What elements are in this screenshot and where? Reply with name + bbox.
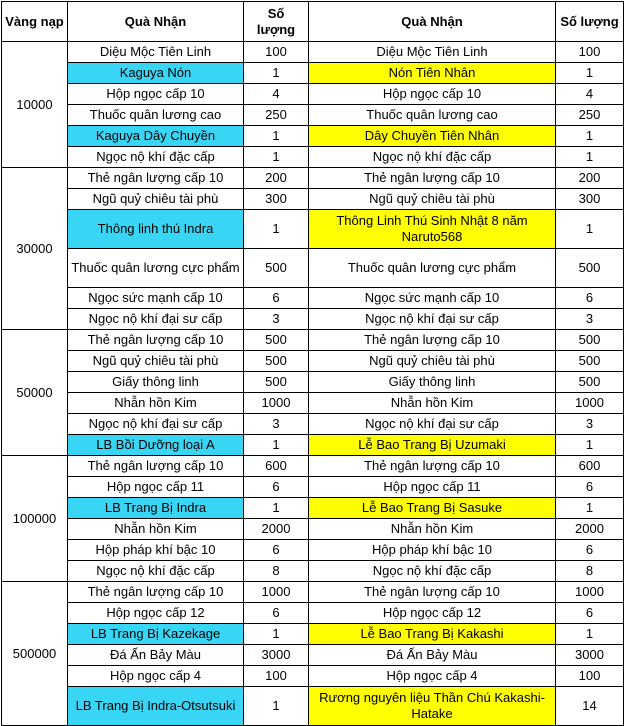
gift-left-cell: LB Bồi Dưỡng loại A <box>68 435 244 456</box>
table-row <box>2 210 624 249</box>
tier-amount: 500000 <box>2 582 68 726</box>
gift-right-cell: Hộp ngọc cấp 10 <box>309 84 556 105</box>
qty-left-cell: 1 <box>244 498 309 519</box>
gift-left-cell: LB Trang Bị Indra-Otsutsuki <box>68 687 244 726</box>
qty-right-cell: 1 <box>556 147 624 168</box>
tier-amount: 10000 <box>2 42 68 168</box>
table-row <box>2 393 624 414</box>
qty-right-cell: 500 <box>556 249 624 288</box>
header-qty-right: Số lượng <box>556 2 624 42</box>
table-row <box>2 540 624 561</box>
qty-left-cell: 3000 <box>244 645 309 666</box>
tier-amount: 50000 <box>2 330 68 456</box>
table-row <box>2 351 624 372</box>
header-tier: Vàng nạp <box>2 2 68 42</box>
table-row <box>2 147 624 168</box>
rewards-table <box>1 1 624 726</box>
gift-right-cell: Lễ Bao Trang Bị Sasuke <box>309 498 556 519</box>
qty-left-cell: 300 <box>244 189 309 210</box>
gift-left-cell: Ngọc nộ khí đại sư cấp <box>68 309 244 330</box>
qty-right-cell: 1 <box>556 63 624 84</box>
table-row <box>2 519 624 540</box>
table-row <box>2 84 624 105</box>
table-row <box>2 330 624 351</box>
qty-left-cell: 500 <box>244 330 309 351</box>
header-gift-right: Quà Nhận <box>309 2 556 42</box>
gift-left-cell: Thẻ ngân lượng cấp 10 <box>68 582 244 603</box>
gift-left-cell: Ngọc nộ khí đặc cấp <box>68 147 244 168</box>
table-row <box>2 105 624 126</box>
header-qty-left: Số lượng <box>244 2 309 42</box>
qty-right-cell: 500 <box>556 330 624 351</box>
qty-right-cell: 6 <box>556 603 624 624</box>
table-row <box>2 372 624 393</box>
gift-right-cell: Rương nguyên liệu Thần Chú Kakashi-Hatake <box>309 687 556 726</box>
gift-right-cell: Ngọc nộ khí đại sư cấp <box>309 414 556 435</box>
qty-left-cell: 1 <box>244 624 309 645</box>
qty-right-cell: 2000 <box>556 519 624 540</box>
gift-right-cell: Thẻ ngân lượng cấp 10 <box>309 330 556 351</box>
table-body <box>2 42 624 726</box>
gift-left-cell: Thẻ ngân lượng cấp 10 <box>68 456 244 477</box>
gift-right-cell: Lễ Bao Trang Bị Kakashi <box>309 624 556 645</box>
qty-left-cell: 8 <box>244 561 309 582</box>
table-row <box>2 189 624 210</box>
qty-right-cell: 1 <box>556 435 624 456</box>
gift-left-cell: Hộp ngọc cấp 11 <box>68 477 244 498</box>
gift-left-cell: Hộp pháp khí bậc 10 <box>68 540 244 561</box>
gift-left-cell: LB Trang Bị Kazekage <box>68 624 244 645</box>
qty-left-cell: 1000 <box>244 582 309 603</box>
qty-left-cell: 1000 <box>244 393 309 414</box>
table-row <box>2 645 624 666</box>
gift-right-cell: Nhẫn hồn Kim <box>309 519 556 540</box>
gift-left-cell: Ngũ quỷ chiêu tài phù <box>68 189 244 210</box>
header-gift-left: Quà Nhận <box>68 2 244 42</box>
qty-right-cell: 600 <box>556 456 624 477</box>
gift-right-cell: Thông Linh Thú Sinh Nhật 8 năm Naruto568 <box>309 210 556 249</box>
tier-amount: 30000 <box>2 168 68 330</box>
qty-left-cell: 6 <box>244 603 309 624</box>
qty-left-cell: 500 <box>244 351 309 372</box>
table-row <box>2 63 624 84</box>
qty-left-cell: 100 <box>244 42 309 63</box>
gift-right-cell: Ngũ quỷ chiêu tài phù <box>309 351 556 372</box>
gift-right-cell: Hộp pháp khí bậc 10 <box>309 540 556 561</box>
gift-right-cell: Đá Ấn Bảy Màu <box>309 645 556 666</box>
gift-left-cell: Nhẫn hồn Kim <box>68 393 244 414</box>
gift-right-cell: Thuốc quân lương cực phẩm <box>309 249 556 288</box>
qty-right-cell: 500 <box>556 372 624 393</box>
qty-right-cell: 3 <box>556 414 624 435</box>
qty-left-cell: 1 <box>244 147 309 168</box>
gift-left-cell: Kaguya Nón <box>68 63 244 84</box>
qty-left-cell: 250 <box>244 105 309 126</box>
qty-right-cell: 6 <box>556 540 624 561</box>
qty-right-cell: 300 <box>556 189 624 210</box>
gift-left-cell: Nhẫn hồn Kim <box>68 519 244 540</box>
qty-right-cell: 100 <box>556 666 624 687</box>
gift-left-cell: LB Trang Bị Indra <box>68 498 244 519</box>
header-row <box>2 2 624 42</box>
qty-right-cell: 6 <box>556 288 624 309</box>
qty-left-cell: 3 <box>244 414 309 435</box>
table-row <box>2 288 624 309</box>
qty-right-cell: 100 <box>556 42 624 63</box>
qty-right-cell: 14 <box>556 687 624 726</box>
qty-left-cell: 1 <box>244 63 309 84</box>
table-row <box>2 561 624 582</box>
qty-left-cell: 100 <box>244 666 309 687</box>
gift-right-cell: Lễ Bao Trang Bị Uzumaki <box>309 435 556 456</box>
gift-left-cell: Ngũ quỷ chiêu tài phù <box>68 351 244 372</box>
gift-right-cell: Thẻ ngân lượng cấp 10 <box>309 456 556 477</box>
table-row <box>2 603 624 624</box>
gift-right-cell: Thuốc quân lương cao <box>309 105 556 126</box>
table-row <box>2 666 624 687</box>
qty-right-cell: 500 <box>556 351 624 372</box>
qty-left-cell: 600 <box>244 456 309 477</box>
table-row <box>2 624 624 645</box>
gift-left-cell: Thẻ ngân lượng cấp 10 <box>68 168 244 189</box>
gift-left-cell: Hộp ngọc cấp 12 <box>68 603 244 624</box>
qty-left-cell: 6 <box>244 288 309 309</box>
table-row <box>2 456 624 477</box>
qty-left-cell: 500 <box>244 372 309 393</box>
gift-left-cell: Hộp ngọc cấp 4 <box>68 666 244 687</box>
qty-right-cell: 1 <box>556 498 624 519</box>
table-row <box>2 477 624 498</box>
qty-right-cell: 3000 <box>556 645 624 666</box>
gift-right-cell: Ngũ quỷ chiêu tài phù <box>309 189 556 210</box>
gift-right-cell: Nhẫn hồn Kim <box>309 393 556 414</box>
gift-left-cell: Đá Ấn Bảy Màu <box>68 645 244 666</box>
gift-left-cell: Thuốc quân lương cao <box>68 105 244 126</box>
table-row <box>2 42 624 63</box>
qty-left-cell: 1 <box>244 435 309 456</box>
gift-right-cell: Ngọc sức mạnh cấp 10 <box>309 288 556 309</box>
table-row <box>2 249 624 288</box>
gift-right-cell: Ngọc nộ khí đặc cấp <box>309 561 556 582</box>
gift-left-cell: Thông linh thú Indra <box>68 210 244 249</box>
qty-right-cell: 8 <box>556 561 624 582</box>
qty-left-cell: 4 <box>244 84 309 105</box>
gift-right-cell: Ngọc nộ khí đại sư cấp <box>309 309 556 330</box>
qty-left-cell: 1 <box>244 210 309 249</box>
qty-right-cell: 3 <box>556 309 624 330</box>
qty-left-cell: 6 <box>244 540 309 561</box>
tier-amount: 100000 <box>2 456 68 582</box>
gift-right-cell: Diệu Mộc Tiên Linh <box>309 42 556 63</box>
qty-right-cell: 250 <box>556 105 624 126</box>
table-row <box>2 309 624 330</box>
gift-left-cell: Hộp ngọc cấp 10 <box>68 84 244 105</box>
gift-left-cell: Diệu Mộc Tiên Linh <box>68 42 244 63</box>
qty-right-cell: 1 <box>556 624 624 645</box>
table-row <box>2 126 624 147</box>
qty-right-cell: 1000 <box>556 393 624 414</box>
qty-left-cell: 200 <box>244 168 309 189</box>
qty-left-cell: 6 <box>244 477 309 498</box>
qty-right-cell: 6 <box>556 477 624 498</box>
qty-right-cell: 4 <box>556 84 624 105</box>
qty-left-cell: 500 <box>244 249 309 288</box>
gift-right-cell: Nón Tiên Nhân <box>309 63 556 84</box>
gift-left-cell: Giấy thông linh <box>68 372 244 393</box>
gift-left-cell: Ngọc sức mạnh cấp 10 <box>68 288 244 309</box>
gift-left-cell: Thuốc quân lương cực phẩm <box>68 249 244 288</box>
gift-right-cell: Ngọc nộ khí đặc cấp <box>309 147 556 168</box>
gift-left-cell: Thẻ ngân lượng cấp 10 <box>68 330 244 351</box>
gift-right-cell: Hộp ngọc cấp 4 <box>309 666 556 687</box>
qty-left-cell: 2000 <box>244 519 309 540</box>
gift-right-cell: Thẻ ngân lượng cấp 10 <box>309 582 556 603</box>
qty-left-cell: 1 <box>244 687 309 726</box>
gift-right-cell: Hộp ngọc cấp 11 <box>309 477 556 498</box>
gift-left-cell: Ngọc nộ khí đặc cấp <box>68 561 244 582</box>
table-row <box>2 435 624 456</box>
table-row <box>2 168 624 189</box>
qty-right-cell: 1000 <box>556 582 624 603</box>
gift-right-cell: Hộp ngọc cấp 12 <box>309 603 556 624</box>
qty-right-cell: 1 <box>556 126 624 147</box>
table-row <box>2 582 624 603</box>
qty-left-cell: 1 <box>244 126 309 147</box>
gift-left-cell: Kaguya Dây Chuyền <box>68 126 244 147</box>
gift-right-cell: Giấy thông linh <box>309 372 556 393</box>
qty-right-cell: 200 <box>556 168 624 189</box>
table-row <box>2 498 624 519</box>
qty-left-cell: 3 <box>244 309 309 330</box>
gift-right-cell: Thẻ ngân lượng cấp 10 <box>309 168 556 189</box>
gift-left-cell: Ngọc nộ khí đại sư cấp <box>68 414 244 435</box>
gift-right-cell: Dây Chuyền Tiên Nhân <box>309 126 556 147</box>
qty-right-cell: 1 <box>556 210 624 249</box>
table-row <box>2 414 624 435</box>
